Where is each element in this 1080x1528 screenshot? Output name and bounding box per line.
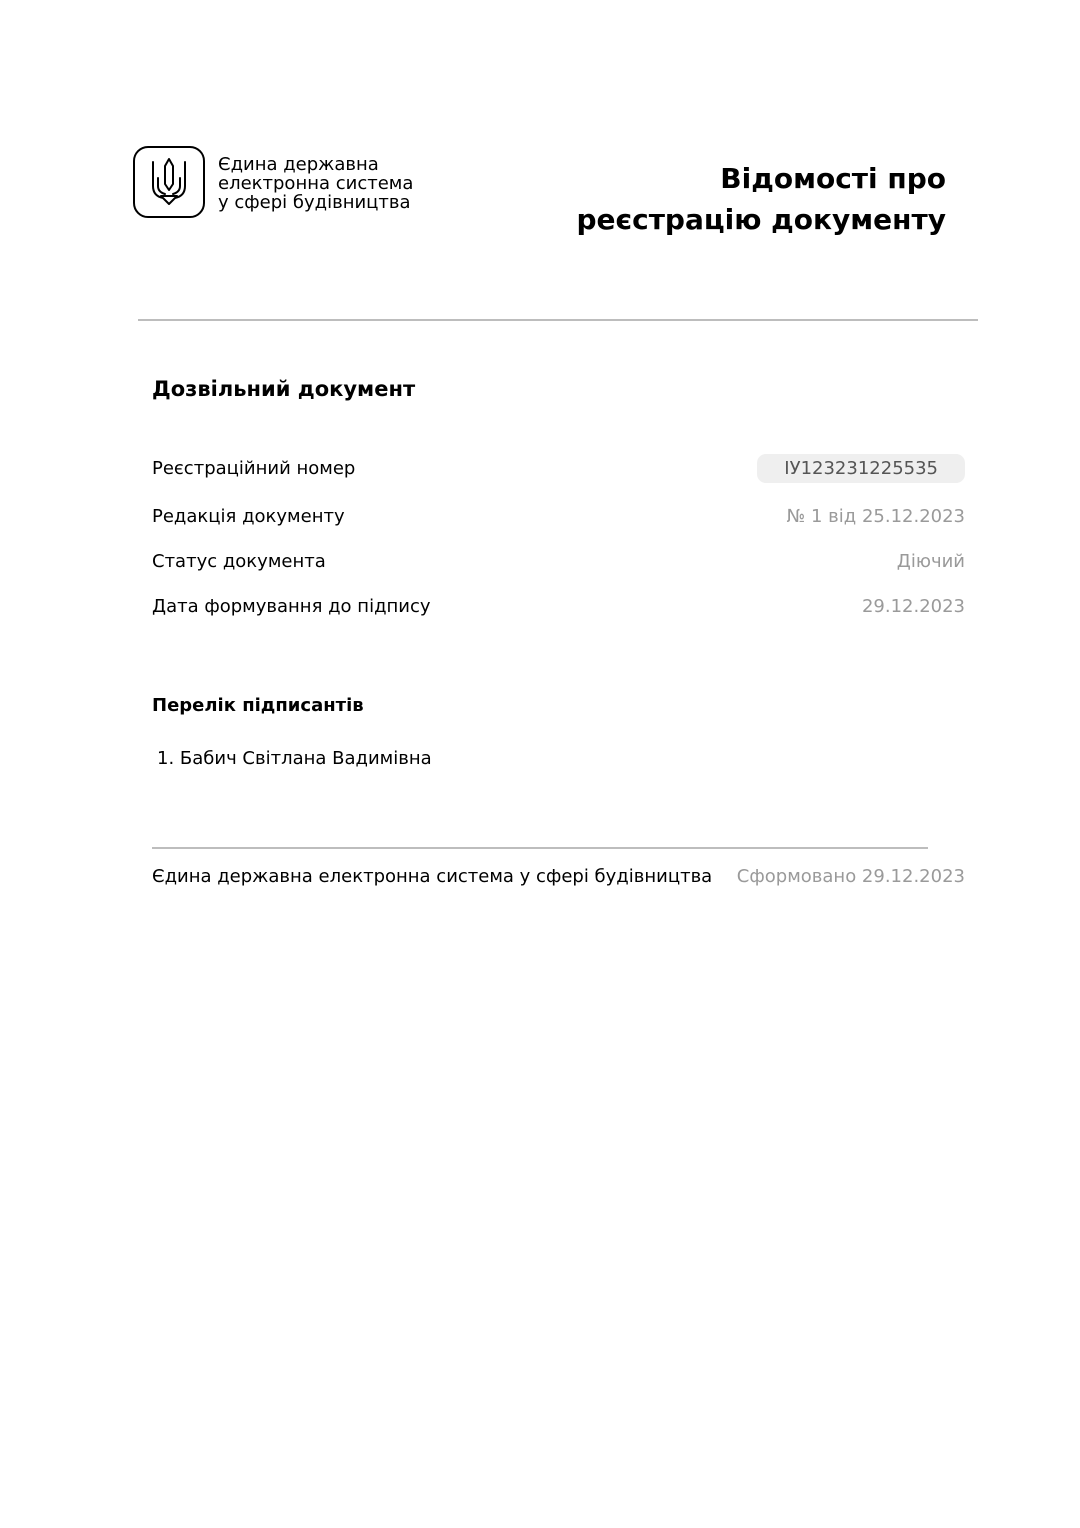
footer [152, 866, 965, 887]
field-document-edition [152, 501, 965, 531]
registration-number-badge: ІУ123231225535 [757, 454, 965, 483]
field-label: Редакція документу [152, 505, 345, 527]
header-divider [138, 319, 978, 321]
field-label: Статус документа [152, 550, 326, 572]
field-value: Діючий [896, 550, 965, 572]
org-name-line-1: Єдина державна [218, 154, 379, 175]
page-title [576, 158, 946, 240]
field-value: № 1 від 25.12.2023 [786, 505, 965, 527]
org-name-line-3: у сфері будівництва [218, 192, 411, 213]
field-label: Дата формування до підпису [152, 595, 431, 617]
org-name [218, 155, 413, 212]
footer-divider [152, 847, 928, 849]
page-title-line-2: реєстрацію документу [576, 203, 946, 236]
footer-system-name: Єдина державна електронна система у сфері будівництва [152, 866, 713, 887]
page-title-line-1: Відомості про [720, 162, 946, 195]
org-name-line-2: електронна система [218, 173, 414, 194]
field-signing-date [152, 591, 965, 621]
footer-generated-date: Сформовано 29.12.2023 [736, 866, 965, 887]
list-item: 1. Бабич Світлана Вадимівна [157, 748, 432, 769]
logo [133, 146, 205, 218]
signers-title: Перелік підписантів [152, 695, 364, 716]
field-label: Реєстраційний номер [152, 457, 356, 479]
field-document-status [152, 546, 965, 576]
trident-icon [149, 156, 189, 208]
section-title: Дозвільний документ [152, 377, 416, 401]
field-value: 29.12.2023 [861, 595, 965, 617]
field-registration-number [152, 453, 965, 483]
